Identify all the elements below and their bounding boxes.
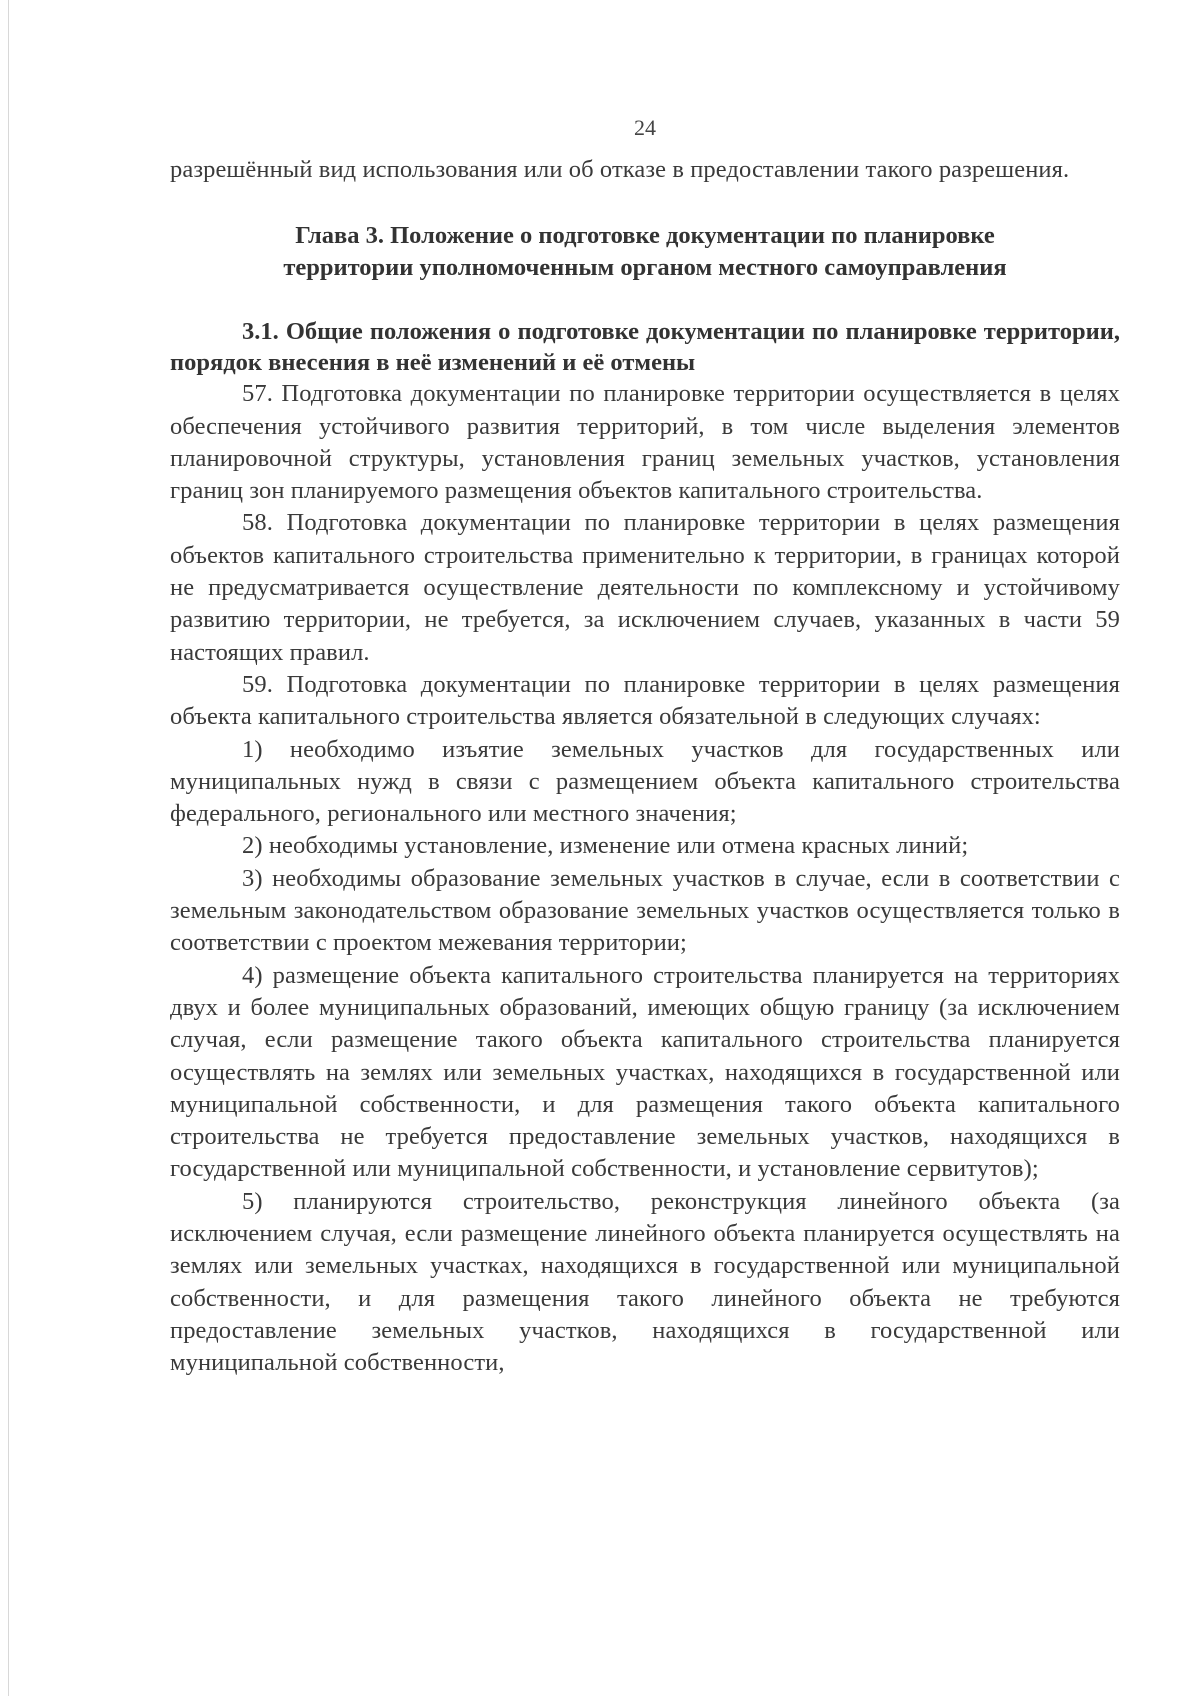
intro-fragment: разрешённый вид использования или об отказе в предоставлении такого разрешения. (170, 156, 1070, 183)
scan-edge-line (8, 0, 9, 1696)
section-title: 3.1. Общие положения о подготовке документации по планировке территории, порядок внесения в неё изменений и её отмены (170, 318, 1120, 377)
chapter-title-line-1: Глава 3. Положение о подготовке документации по планировке (295, 222, 995, 250)
list-item-2: 2) необходимы установление, изменение или отмена красных линий; (242, 832, 969, 860)
list-item-3: 3) необходимы образование земельных участков в случае, если в соответствии с земельным законодательством образование земельных участков осуществляется только в соответствии с проектом межевания территории; (170, 864, 1120, 957)
list-item-4: 4) размещение объекта капитального строительства планируется на территориях двух и более муниципальных образований, имеющих общую границу (за исключением случая, если размещение такого объекта капитального строительства планируется осуществлять на землях или земельных участках, находящихся в государственной или муниципальной собственности, и для размещения такого объекта капитального строительства не требуется предоставление земельных участков, находящихся в государственной или муниципальной собственности, и установление сервитутов); (170, 961, 1120, 1183)
page-number: 24 (634, 115, 656, 140)
paragraph-58: 58. Подготовка документации по планировке территории в целях размещения объектов капитального строительства применительно к территории, в границах которой не предусматривается осуществление деятельности по комплексному и устойчивому развитию территории, не требуется, за исключением случаев, указанных в части 59 настоящих правил. (170, 509, 1120, 666)
paragraph-59: 59. Подготовка документации по планировке территории в целях размещения объекта капитального строительства является обязательной в следующих случаях: (170, 670, 1120, 731)
list-item-1: 1) необходимо изъятие земельных участков для государственных или муниципальных нужд в связи с размещением объекта капитального строительства федерального, регионального или местного значения; (170, 735, 1120, 828)
chapter-title (170, 220, 1120, 284)
chapter-title-line-2: территории уполномоченным органом местного самоуправления (283, 254, 1007, 282)
paragraph-57: 57. Подготовка документации по планировке территории осуществляется в целях обеспечения устойчивого развития территорий, в том числе выделения элементов планировочной структуры, установления границ земельных участков, установления границ зон планируемого размещения объектов капитального строительства. (170, 380, 1120, 505)
document-page (170, 112, 1120, 1380)
list-item-5: 5) планируются строительство, реконструкция линейного объекта (за исключением случая, если размещение линейного объекта планируется осуществлять на землях или земельных участках, находящихся в государственной или муниципальной собственности, и для размещения такого линейного объекта не требуются предоставление земельных участков, находящихся в государственной или муниципальной собственности, (170, 1187, 1120, 1377)
